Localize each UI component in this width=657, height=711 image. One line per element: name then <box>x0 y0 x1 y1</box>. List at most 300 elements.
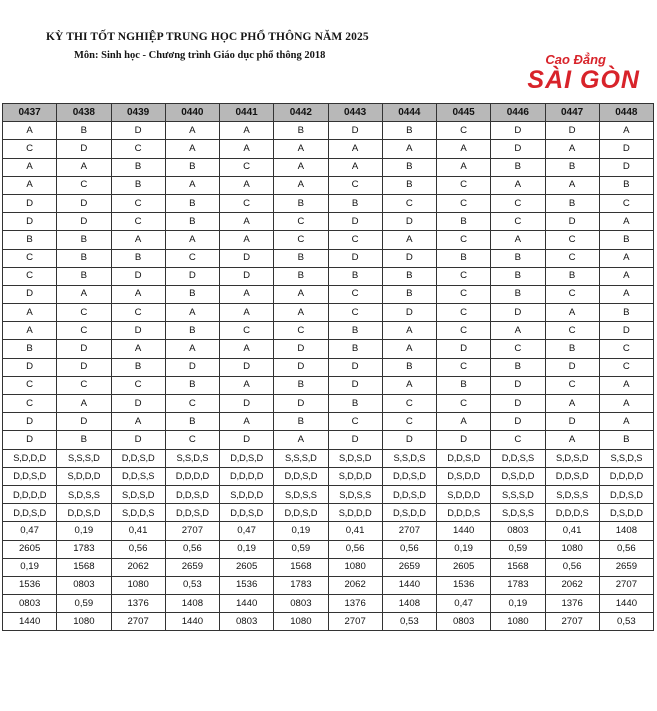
answer-cell: D,D,D,S <box>437 504 491 522</box>
answer-cell: D,D,S,D <box>274 504 328 522</box>
answer-cell: B <box>165 213 219 231</box>
answer-cell: D <box>328 376 382 394</box>
answer-cell: D <box>111 322 165 340</box>
answer-cell: 1440 <box>437 522 491 540</box>
answer-cell: 0,19 <box>491 595 545 613</box>
answer-cell: C <box>57 176 111 194</box>
answer-cell: S,D,D,D <box>437 485 491 503</box>
answer-cell: B <box>328 340 382 358</box>
answer-cell: D,D,D,D <box>599 467 653 485</box>
answer-cell: C <box>57 376 111 394</box>
answer-cell: 0803 <box>491 522 545 540</box>
answer-cell: D <box>111 395 165 413</box>
answer-cell: 1440 <box>3 613 57 631</box>
answer-cell: B <box>111 158 165 176</box>
answer-cell: D <box>382 213 436 231</box>
answer-cell: 2062 <box>111 558 165 576</box>
logo-top-text: Cao Đẳng <box>545 52 606 67</box>
answer-cell: D <box>328 122 382 140</box>
answer-cell: 0,56 <box>328 540 382 558</box>
answer-cell: B <box>165 413 219 431</box>
answer-cell: 2605 <box>220 558 274 576</box>
answer-cell: D <box>491 395 545 413</box>
answer-cell: C <box>545 231 599 249</box>
column-header: 0439 <box>111 104 165 122</box>
answer-cell: 0,41 <box>328 522 382 540</box>
answer-cell: A <box>220 285 274 303</box>
answer-cell: A <box>599 267 653 285</box>
table-row <box>3 395 654 413</box>
answer-cell: D <box>491 140 545 158</box>
answer-cell: C <box>328 176 382 194</box>
exam-title: KỲ THI TỐT NGHIỆP TRUNG HỌC PHỔ THÔNG NĂM 2025 <box>46 31 369 43</box>
answer-cell: D <box>545 358 599 376</box>
answer-cell: A <box>382 376 436 394</box>
answer-cell: A <box>57 158 111 176</box>
answer-cell: C <box>220 194 274 212</box>
answer-cell: A <box>165 304 219 322</box>
column-header: 0440 <box>165 104 219 122</box>
table-row <box>3 558 654 576</box>
answer-cell: C <box>220 158 274 176</box>
answer-cell: D,D,D,S <box>545 504 599 522</box>
answer-cell: C <box>491 340 545 358</box>
answer-cell: A <box>165 231 219 249</box>
answer-cell: 0,53 <box>599 613 653 631</box>
answer-cell: 1376 <box>328 595 382 613</box>
answer-cell: C <box>3 395 57 413</box>
answer-cell: 2707 <box>111 613 165 631</box>
table-row <box>3 522 654 540</box>
answer-cell: S,D,S,S <box>545 485 599 503</box>
answer-cell: C <box>274 213 328 231</box>
answer-cell: 1536 <box>437 576 491 594</box>
answer-cell: C <box>437 122 491 140</box>
column-header: 0448 <box>599 104 653 122</box>
answer-cell: C <box>3 140 57 158</box>
answer-cell: 0,47 <box>437 595 491 613</box>
answer-cell: S,D,D,D <box>57 467 111 485</box>
answer-cell: D <box>220 267 274 285</box>
answer-cell: A <box>220 231 274 249</box>
answer-cell: D <box>599 158 653 176</box>
table-row <box>3 285 654 303</box>
answer-cell: 2707 <box>165 522 219 540</box>
answer-cell: C <box>437 194 491 212</box>
answer-cell: A <box>599 249 653 267</box>
answer-cell: D,D,S,D <box>57 504 111 522</box>
answer-cell: A <box>382 340 436 358</box>
answer-cell: C <box>491 213 545 231</box>
answer-cell: 0803 <box>274 595 328 613</box>
answer-cell: 1440 <box>382 576 436 594</box>
answer-cell: B <box>111 176 165 194</box>
table-row <box>3 194 654 212</box>
answer-cell: D <box>274 340 328 358</box>
answer-cell: B <box>382 358 436 376</box>
answer-cell: B <box>599 431 653 449</box>
answer-cell: 2605 <box>437 558 491 576</box>
answer-cell: 2062 <box>328 576 382 594</box>
table-row <box>3 485 654 503</box>
answer-cell: 0,47 <box>3 522 57 540</box>
answer-cell: S,S,S,D <box>274 449 328 467</box>
answer-cell: C <box>111 213 165 231</box>
answer-cell: 1080 <box>328 558 382 576</box>
answer-cell: S,D,D,D <box>328 504 382 522</box>
answer-cell: A <box>437 158 491 176</box>
column-header: 0441 <box>220 104 274 122</box>
answer-cell: D,D,S,D <box>382 485 436 503</box>
answer-cell: B <box>491 267 545 285</box>
column-header: 0438 <box>57 104 111 122</box>
answer-cell: 1440 <box>165 613 219 631</box>
answer-cell: B <box>599 231 653 249</box>
answer-cell: B <box>57 122 111 140</box>
answer-cell: C <box>491 431 545 449</box>
answer-cell: A <box>220 340 274 358</box>
answer-cell: D <box>545 213 599 231</box>
answer-cell: A <box>220 304 274 322</box>
answer-cell: B <box>274 122 328 140</box>
answer-cell: 1080 <box>57 613 111 631</box>
answer-cell: 0,56 <box>382 540 436 558</box>
answer-cell: B <box>328 194 382 212</box>
answer-cell: C <box>545 322 599 340</box>
answer-cell: D <box>545 122 599 140</box>
answer-cell: A <box>3 322 57 340</box>
answer-cell: C <box>111 194 165 212</box>
answer-cell: 1440 <box>220 595 274 613</box>
column-header: 0445 <box>437 104 491 122</box>
column-header: 0442 <box>274 104 328 122</box>
answer-cell: S,S,D,S <box>599 449 653 467</box>
answer-cell: C <box>274 231 328 249</box>
answer-cell: A <box>599 213 653 231</box>
logo-main-text: SÀI GÒN <box>527 66 640 94</box>
answer-cell: C <box>328 304 382 322</box>
answer-cell: 2659 <box>165 558 219 576</box>
answer-cell: D <box>3 285 57 303</box>
answer-cell: B <box>274 376 328 394</box>
table-row <box>3 358 654 376</box>
answer-cell: C <box>545 285 599 303</box>
answer-cell: 1080 <box>491 613 545 631</box>
answer-cell: D <box>3 413 57 431</box>
answer-cell: 0,53 <box>165 576 219 594</box>
answer-cell: A <box>382 231 436 249</box>
answer-cell: B <box>274 194 328 212</box>
answer-cell: C <box>437 358 491 376</box>
answer-cell: 1536 <box>220 576 274 594</box>
answer-cell: S,S,S,D <box>491 485 545 503</box>
answer-cell: A <box>3 122 57 140</box>
table-row <box>3 322 654 340</box>
answer-cell: D <box>57 194 111 212</box>
table-row <box>3 249 654 267</box>
answer-cell: S,D,S,S <box>491 504 545 522</box>
answer-cell: A <box>220 413 274 431</box>
answer-cell: 2707 <box>599 576 653 594</box>
answer-cell: S,S,D,S <box>382 449 436 467</box>
answer-cell: B <box>545 267 599 285</box>
answer-cell: C <box>274 322 328 340</box>
answer-cell: D <box>491 122 545 140</box>
answer-cell: 0,56 <box>599 540 653 558</box>
answer-cell: 0,59 <box>57 595 111 613</box>
answer-cell: A <box>220 140 274 158</box>
answer-cell: A <box>491 176 545 194</box>
answer-cell: D,D,S,D <box>599 485 653 503</box>
answer-cell: 1080 <box>545 540 599 558</box>
answer-cell: 1783 <box>274 576 328 594</box>
answer-cell: B <box>57 431 111 449</box>
table-row <box>3 304 654 322</box>
answer-cell: D,D,S,S <box>111 467 165 485</box>
answer-cell: 1080 <box>111 576 165 594</box>
answer-cell: A <box>165 340 219 358</box>
answer-cell: C <box>545 249 599 267</box>
answer-cell: D <box>57 140 111 158</box>
answer-cell: 0,59 <box>491 540 545 558</box>
table-row <box>3 340 654 358</box>
answer-cell: B <box>57 249 111 267</box>
answer-cell: 0803 <box>3 595 57 613</box>
answer-cell: S,D,S,S <box>328 485 382 503</box>
answer-cell: 0,19 <box>3 558 57 576</box>
answer-cell: D <box>328 249 382 267</box>
answer-cell: A <box>599 395 653 413</box>
answer-cell: B <box>165 158 219 176</box>
answer-cell: D,D,S,D <box>437 449 491 467</box>
answer-cell: C <box>165 395 219 413</box>
answer-cell: C <box>220 322 274 340</box>
answer-cell: 0,59 <box>274 540 328 558</box>
answer-cell: D,D,S,D <box>274 467 328 485</box>
answer-cell: A <box>57 285 111 303</box>
answer-cell: 1376 <box>545 595 599 613</box>
answer-cell: A <box>111 413 165 431</box>
answer-cell: 1376 <box>111 595 165 613</box>
answer-cell: A <box>220 176 274 194</box>
answer-cell: D <box>3 213 57 231</box>
answer-cell: D,D,S,D <box>382 467 436 485</box>
answer-cell: 0,19 <box>220 540 274 558</box>
table-row <box>3 540 654 558</box>
answer-cell: 1568 <box>57 558 111 576</box>
answer-cell: 1783 <box>491 576 545 594</box>
answer-cell: 2605 <box>3 540 57 558</box>
answer-cell: S,D,S,D <box>111 485 165 503</box>
answer-cell: 1408 <box>165 595 219 613</box>
answer-cell: D <box>165 358 219 376</box>
answer-cell: D,D,D,D <box>3 485 57 503</box>
answer-cell: D,D,S,D <box>220 449 274 467</box>
answer-cell: 0,19 <box>437 540 491 558</box>
table-row <box>3 176 654 194</box>
answer-cell: D,D,S,D <box>165 504 219 522</box>
answer-cell: C <box>328 285 382 303</box>
answer-cell: B <box>165 194 219 212</box>
table-row <box>3 231 654 249</box>
answer-cell: 1440 <box>599 595 653 613</box>
answer-cell: C <box>57 322 111 340</box>
answer-cell: 1536 <box>3 576 57 594</box>
answer-cell: D <box>57 213 111 231</box>
answer-cell: C <box>3 249 57 267</box>
answer-cell: D <box>328 213 382 231</box>
answer-cell: C <box>382 194 436 212</box>
answer-cell: S,D,S,D <box>545 449 599 467</box>
answer-cell: 1783 <box>57 540 111 558</box>
answer-cell: B <box>3 340 57 358</box>
answer-cell: 0803 <box>57 576 111 594</box>
answer-cell: S,S,D,S <box>165 449 219 467</box>
answer-cell: B <box>437 249 491 267</box>
answer-body <box>3 122 654 631</box>
answer-cell: D <box>220 249 274 267</box>
answer-cell: A <box>599 413 653 431</box>
answer-cell: C <box>382 395 436 413</box>
answer-cell: 0,41 <box>545 522 599 540</box>
answer-cell: A <box>274 285 328 303</box>
answer-cell: D <box>437 431 491 449</box>
answer-cell: B <box>274 413 328 431</box>
answer-cell: A <box>220 213 274 231</box>
table-row <box>3 140 654 158</box>
answer-cell: 0,19 <box>57 522 111 540</box>
answer-cell: D <box>57 358 111 376</box>
answer-cell: A <box>545 140 599 158</box>
answer-cell: C <box>437 285 491 303</box>
answer-cell: B <box>545 194 599 212</box>
answer-cell: B <box>328 395 382 413</box>
table-row <box>3 576 654 594</box>
answer-cell: C <box>491 194 545 212</box>
answer-cell: C <box>165 431 219 449</box>
answer-cell: A <box>437 413 491 431</box>
answer-cell: B <box>491 285 545 303</box>
answer-cell: A <box>165 140 219 158</box>
answer-cell: D <box>491 304 545 322</box>
answer-cell: A <box>274 140 328 158</box>
answer-cell: C <box>3 267 57 285</box>
answer-cell: B <box>328 267 382 285</box>
table-row <box>3 413 654 431</box>
answer-cell: A <box>111 285 165 303</box>
answer-cell: D,S,D,D <box>437 467 491 485</box>
answer-cell: S,D,S,S <box>274 485 328 503</box>
answer-cell: D,D,S,D <box>111 449 165 467</box>
answer-cell: A <box>545 431 599 449</box>
answer-cell: S,S,S,D <box>57 449 111 467</box>
table-row <box>3 267 654 285</box>
answer-cell: D,D,D,D <box>165 467 219 485</box>
answer-cell: A <box>3 158 57 176</box>
answer-cell: B <box>165 285 219 303</box>
answer-cell: D <box>3 358 57 376</box>
answer-cell: A <box>111 340 165 358</box>
answer-cell: D <box>111 431 165 449</box>
answer-cell: B <box>382 122 436 140</box>
answer-cell: 2659 <box>599 558 653 576</box>
answer-cell: A <box>491 322 545 340</box>
answer-cell: A <box>165 176 219 194</box>
table-row <box>3 449 654 467</box>
answer-cell: C <box>437 395 491 413</box>
answer-cell: D,D,S,D <box>545 467 599 485</box>
answer-cell: D <box>545 413 599 431</box>
answer-cell: B <box>545 340 599 358</box>
answer-cell: 2707 <box>328 613 382 631</box>
answer-cell: A <box>599 285 653 303</box>
table-row <box>3 613 654 631</box>
answer-cell: C <box>328 413 382 431</box>
answer-cell: A <box>3 176 57 194</box>
answer-cell: C <box>437 176 491 194</box>
answer-cell: B <box>437 213 491 231</box>
answer-cell: A <box>220 376 274 394</box>
answer-cell: 0,19 <box>274 522 328 540</box>
answer-cell: C <box>437 231 491 249</box>
exam-subtitle: Môn: Sinh học - Chương trình Giáo dục phổ thông 2018 <box>74 50 326 61</box>
answer-cell: D <box>491 413 545 431</box>
answer-cell: B <box>382 158 436 176</box>
brand-logo <box>496 52 646 100</box>
answer-cell: D <box>111 267 165 285</box>
answer-cell: D <box>491 376 545 394</box>
answer-cell: A <box>274 304 328 322</box>
answer-cell: B <box>274 267 328 285</box>
answer-cell: D <box>437 340 491 358</box>
answer-cell: B <box>274 249 328 267</box>
answer-cell: B <box>57 267 111 285</box>
answer-cell: B <box>382 267 436 285</box>
answer-cell: B <box>57 231 111 249</box>
answer-cell: C <box>545 376 599 394</box>
answer-cell: B <box>599 176 653 194</box>
answer-cell: D,S,D,D <box>382 504 436 522</box>
answer-cell: A <box>599 122 653 140</box>
answer-cell: C <box>57 304 111 322</box>
answer-cell: D <box>57 413 111 431</box>
answer-cell: B <box>382 176 436 194</box>
answer-cell: C <box>111 376 165 394</box>
table-row <box>3 122 654 140</box>
column-header: 0447 <box>545 104 599 122</box>
answer-cell: A <box>328 140 382 158</box>
answer-cell: D <box>220 431 274 449</box>
answer-cell: D <box>328 431 382 449</box>
answer-cell: D <box>599 322 653 340</box>
answer-cell: C <box>599 194 653 212</box>
answer-cell: A <box>382 140 436 158</box>
answer-cell: 1568 <box>274 558 328 576</box>
table-row <box>3 376 654 394</box>
answer-cell: A <box>545 395 599 413</box>
answer-cell: B <box>599 304 653 322</box>
answer-cell: S,D,S,S <box>57 485 111 503</box>
answer-cell: C <box>599 358 653 376</box>
answer-cell: C <box>111 304 165 322</box>
answer-cell: D,D,S,D <box>165 485 219 503</box>
answer-cell: 2659 <box>382 558 436 576</box>
answer-cell: S,D,D,D <box>328 467 382 485</box>
answer-cell: D,S,D,D <box>599 504 653 522</box>
answer-cell: B <box>165 376 219 394</box>
table-row <box>3 213 654 231</box>
answer-cell: 0,56 <box>111 540 165 558</box>
